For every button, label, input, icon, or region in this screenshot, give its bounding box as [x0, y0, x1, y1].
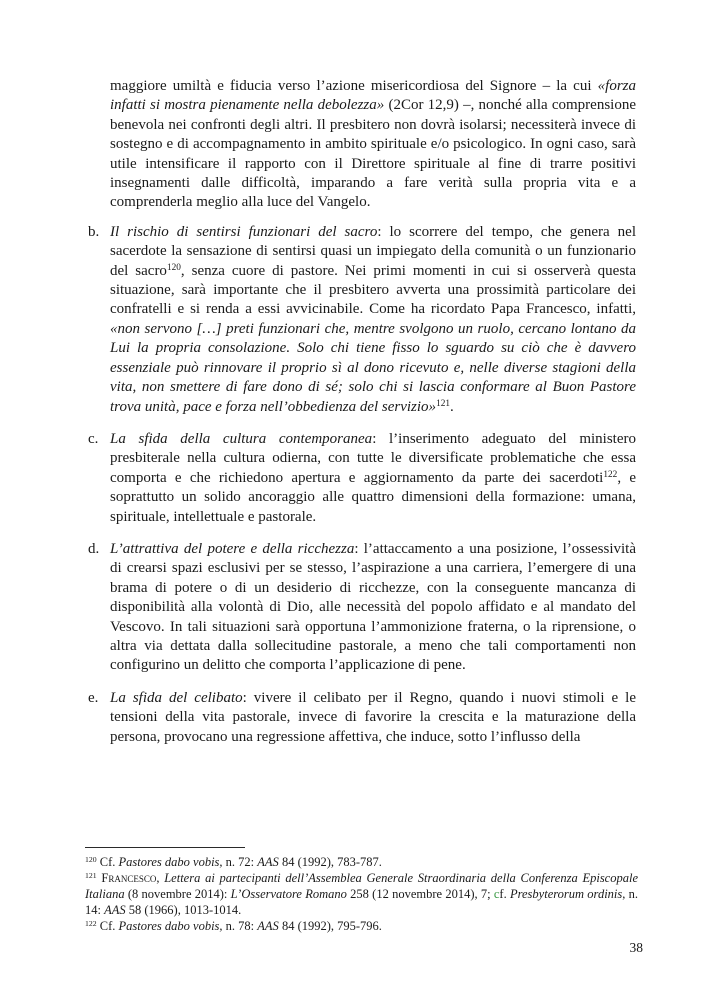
- main-text-block: [85, 77, 636, 747]
- text-run: AAS: [257, 855, 279, 869]
- text-run: «non servono […] preti funzionari che, mentre svolgono un ruolo, cercano lontano da Lui la propria consolazione. Solo chi tiene fisso lo sguardo su ciò che è davvero essenziale può rinnovare il proprio sì al dono ricevuto e, nelle diverse stagioni della vita, non smettere di fare dono di sé; solo chi si lascia conformare al Buon Pastore trova unità, pace e forza nell’obbedienza del servizio»: [110, 320, 636, 415]
- text-run: Pastores dabo vobis,: [118, 855, 223, 869]
- text-run: 84 (1992), 783-787.: [278, 855, 382, 869]
- text-run: f.: [499, 887, 510, 901]
- list-item-e: [85, 689, 636, 747]
- list-marker-c: c.: [88, 430, 99, 447]
- text-run: La sfida del celibato: [110, 689, 243, 706]
- text-run: n. 72:: [222, 855, 258, 869]
- text-run: , senza cuore di pastore. Nei primi momenti in cui si osserverà questa situazione, sarà importante che il presbitero avverta una prossimità particolare dei confratelli e si renda a essi avvicinabile. Come ha ricordato Papa Francesco, infatti,: [110, 262, 636, 318]
- list-marker-b: b.: [88, 223, 100, 240]
- text-run: : vivere il celibato per il Regno, quando i nuovi stimoli e le tensioni della vita pastorale, invece di favorire la crescita e la maturazione della persona, provocano una regressione affettiva, che induce, sotto l’influsso della: [110, 689, 636, 745]
- text-run: La sfida della cultura contemporanea: [110, 430, 373, 447]
- text-run: n. 78:: [222, 919, 258, 933]
- text-run: 84 (1992), 795-796.: [278, 919, 382, 933]
- text-run: L’attrattiva del potere e della ricchezza: [110, 540, 355, 557]
- footnote-120: [85, 854, 638, 870]
- text-run: AAS: [257, 919, 279, 933]
- text-run: : l’inserimento adeguato del ministero presbiterale nella cultura odierna, con tutte le diversificate problematiche che essa comporta e che richiedono apertura e aggiornamento da parte dei sacerdoti: [110, 430, 636, 486]
- footnote-ref: 120: [85, 855, 97, 865]
- text-run: : lo scorrere del tempo, che genera nel sacerdote la sensazione di sentirsi quasi un impiegato della comunità o un funzionario del sacro: [110, 223, 636, 279]
- text-run: L’Osservatore Romano: [230, 887, 347, 901]
- text-run: Lettera ai partecipanti dell’Assemblea Generale Straordinaria della Conferenza Episcopale Italiana: [85, 871, 638, 901]
- list-item-e-text: [110, 690, 636, 745]
- footnote-separator-rule: [85, 847, 245, 848]
- list-marker-d: d.: [88, 540, 100, 557]
- text-run: Cf.: [96, 855, 119, 869]
- text-run: Francesco: [101, 871, 157, 885]
- text-run: : l’attaccamento a una posizione, l’ossessività di crearsi spazi esclusivi per se stesso, l’aspirazione a una carriera, l’emergere di una brama di potere o di un desiderio di ricchezze, con la conseguente mancanza di disponibilità alla volontà di Dio, alle necessità del popolo affidato e al mandato del Vescovo. In tali situazioni sarà opportuna l’ammonizione fraterna, o la riprensione, o altra via dettata dalla sollecitudine pastorale, a meno che tali comportamenti non configurino un delitto che comporta l’applicazione di pene.: [110, 540, 636, 674]
- text-run: Presbyterorum ordinis: [509, 887, 623, 901]
- text-run: c: [493, 887, 500, 901]
- footnote-ref: 120: [166, 263, 181, 274]
- footnote-122: [85, 918, 638, 934]
- list-item-b-text: [110, 224, 636, 415]
- text-run: «forza infatti si mostra pienamente nella debolezza»: [110, 78, 636, 114]
- text-run: .: [450, 398, 454, 415]
- text-run: ,: [156, 871, 165, 885]
- footnote-ref: 121: [85, 871, 97, 881]
- text-run: 258 (12 novembre 2014), 7;: [346, 887, 494, 901]
- footnote-ref: 122: [603, 470, 618, 481]
- list-item-c: [85, 430, 636, 527]
- footnote-ref: 122: [85, 919, 97, 929]
- list-item-c-text: [110, 431, 636, 525]
- list-item-b: [85, 223, 636, 417]
- list-item-d-text: [110, 541, 636, 673]
- footnote-121: [85, 870, 638, 918]
- paragraph-continuation: [85, 77, 636, 213]
- text-run: Pastores dabo vobis,: [118, 919, 223, 933]
- footnotes-section: [85, 847, 638, 934]
- text-run: (2Cor 12,9) –, nonché alla comprensione benevola nei confronti degli altri. Il presbitero non dovrà isolarsi; necessiterà invece di sostegno e di accompagnamento in ambito spirituale e/o psicologico. In ogni caso, sarà utile intensificare il rapporto con il Direttore spirituale al fine di trarre positivi insegnamenti dalle difficoltà, imparando a fare verità sulla propria vita e a comprenderla meglio alla luce del Vangelo.: [110, 97, 636, 211]
- text-run: , n. 14:: [85, 887, 639, 917]
- text-run: (8 novembre 2014):: [124, 887, 231, 901]
- text-run: Cf.: [96, 919, 119, 933]
- list-item-d: [85, 540, 636, 676]
- page-number: 38: [629, 940, 643, 955]
- text-run: AAS: [104, 903, 126, 917]
- text-run: maggiore umiltà e fiducia verso l’azione misericordiosa del Signore – la cui: [110, 78, 598, 94]
- text-run: 58 (1966), 1013-1014.: [125, 903, 242, 917]
- list-marker-e: e.: [88, 689, 99, 706]
- footnote-ref: 121: [436, 399, 451, 410]
- text-run: , e soprattutto un solido ancoraggio alle quattro dimensioni della formazione: umana, spirituale, intellettuale e pastorale.: [110, 469, 636, 525]
- text-run: Il rischio di sentirsi funzionari del sacro: [110, 223, 378, 240]
